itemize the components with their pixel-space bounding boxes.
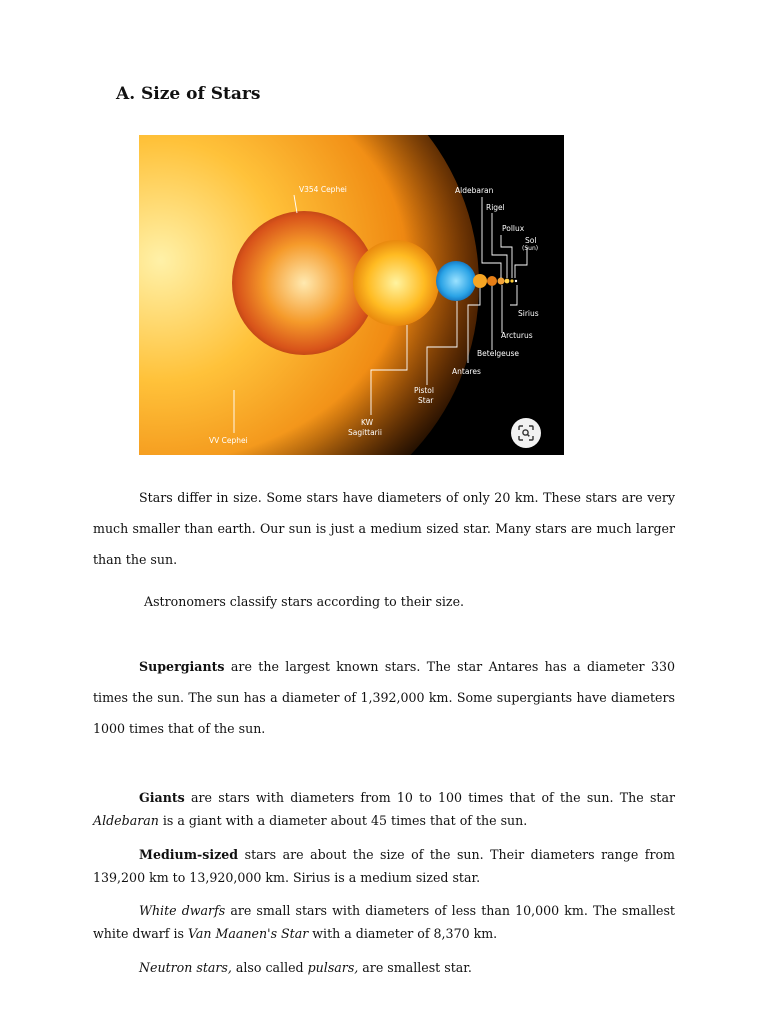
antares-star <box>473 274 487 288</box>
paragraph-giants <box>93 786 675 832</box>
sol-star <box>510 279 513 282</box>
term-supergiants: Supergiants <box>139 659 225 674</box>
label-arcturus: Arcturus <box>501 331 533 340</box>
paragraph-neutron-stars <box>93 956 675 979</box>
label-sol-1: Sol <box>525 236 537 245</box>
label-antares: Antares <box>452 367 481 376</box>
section-heading: A. Size of Stars <box>116 84 261 104</box>
paragraph-classification <box>144 590 664 613</box>
p6-text-1: are small stars with diameters of less than 10,000 km. The smallest white dwarf is <box>93 903 675 941</box>
p1-text: Stars differ in size. Some stars have diameters of only 20 km. These stars are very much smaller than earth. Our sun is just a medium sized star. Many stars are much larger than the sun. <box>93 490 675 567</box>
paragraph-star-sizes-intro <box>93 482 675 575</box>
label-aldebaran: Aldebaran <box>455 186 494 195</box>
term-pulsars: pulsars, <box>307 960 359 975</box>
term-neutron-stars: Neutron stars, <box>139 960 232 975</box>
lens-search-button[interactable] <box>511 418 541 448</box>
term-medium-sized: Medium-sized <box>139 847 239 862</box>
label-rigel: Rigel <box>486 203 505 212</box>
p3-text: are the largest known stars. The star Antares has a diameter 330 times the sun. The sun has a diameter of 1,392,000 km. Some supergiants have diameters 1000 times that of the sun. <box>93 659 675 736</box>
aldebaran-star <box>498 278 505 285</box>
label-pistol-star-1: Pistol <box>414 386 434 395</box>
p2-text: Astronomers classify stars according to their size. <box>144 594 465 609</box>
p7-text-2: are smallest star. <box>358 960 472 975</box>
p7-text-1: also called <box>231 960 308 975</box>
star-van-maanen: Van Maanen's Star <box>187 926 309 941</box>
p4-text-1: are stars with diameters from 10 to 100 times that of the sun. The star <box>184 790 675 805</box>
paragraph-white-dwarfs <box>93 899 675 945</box>
lens-search-icon <box>518 425 534 441</box>
p6-text-2: with a diameter of 8,370 km. <box>308 926 498 941</box>
label-kw-sagittarii-2: Sagittarii <box>348 428 382 437</box>
p5-text: stars are about the size of the sun. Their diameters range from 139,200 km to 13,920,000 km. Sirius is a medium sized star. <box>93 847 675 885</box>
star-size-comparison-image <box>139 135 564 455</box>
label-kw-sagittarii-1: KW <box>361 418 374 427</box>
p4-text-2: is a giant with a diameter about 45 times that of the sun. <box>158 813 528 828</box>
label-sol-2: (Sun) <box>522 245 539 252</box>
label-pistol-star-2: Star <box>418 396 434 405</box>
sirius-star <box>515 280 517 282</box>
rigel-star <box>505 279 510 284</box>
label-betelgeuse: Betelgeuse <box>477 349 520 358</box>
star-size-illustration <box>139 135 564 455</box>
label-vv-cephei: VV Cephei <box>209 436 248 445</box>
label-pollux: Pollux <box>502 224 525 233</box>
kw-sagittarii-star <box>353 240 439 326</box>
betelgeuse-star <box>487 276 497 286</box>
term-white-dwarfs: White dwarfs <box>139 903 226 918</box>
term-giants: Giants <box>139 790 185 805</box>
star-aldebaran: Aldebaran <box>93 813 159 828</box>
pistol-star <box>436 261 476 301</box>
label-v354-cephei: V354 Cephei <box>299 185 347 194</box>
label-sirius: Sirius <box>518 309 539 318</box>
paragraph-medium-sized <box>93 843 675 889</box>
paragraph-supergiants <box>93 651 675 744</box>
